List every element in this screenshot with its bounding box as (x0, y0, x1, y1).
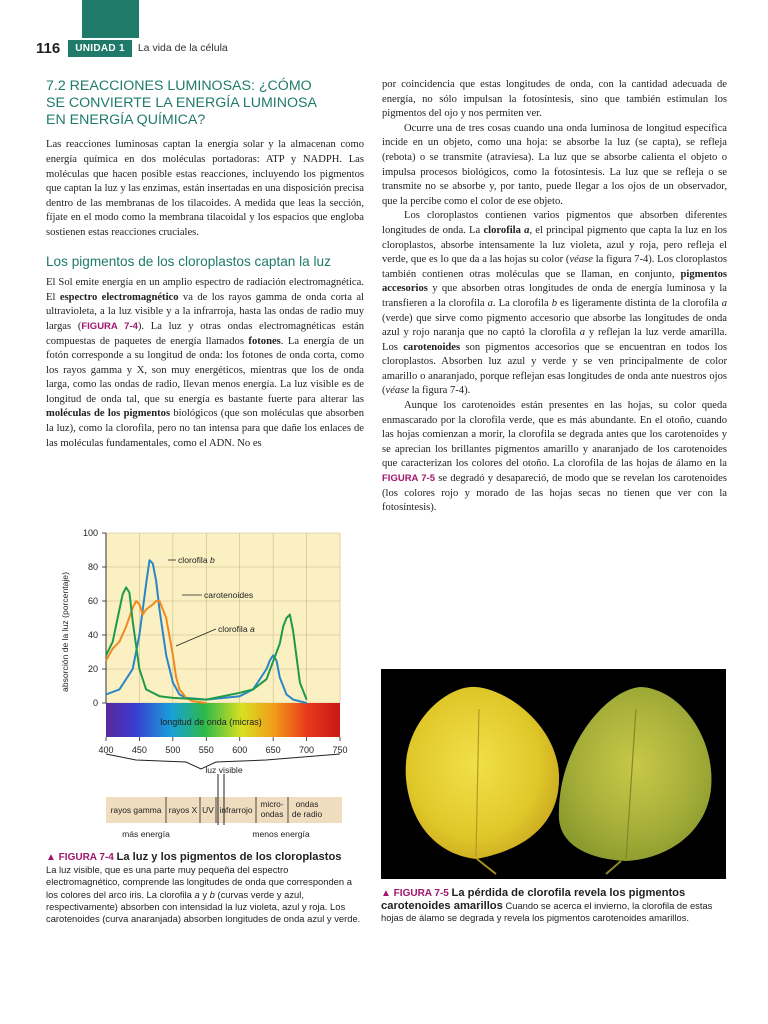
y-axis-label: absorción de la luz (porcentaje) (60, 572, 70, 692)
x-tick-label: 500 (165, 745, 181, 755)
page-header (36, 38, 228, 58)
spectrum-band-label: infrarrojo (219, 805, 253, 815)
label-carotenoides: carotenoides (204, 590, 254, 600)
figure-7-5-caption (381, 887, 721, 925)
figure-7-4-text: La luz visible, que es una parte muy pequeña del espectro electromagnético, comprende las longitudes de onda que corresponden a los colores del arco iris. La clorofila a y b (curvas verde y azul, respectivamente) absorben con intensidad la luz violeta, azul y roja. Los carotenoides (curva anaranjada) absorben longitudes de onda azul y verde. (46, 864, 361, 925)
y-tick-label: 60 (87, 596, 98, 606)
left-column (46, 78, 364, 451)
right-paragraph-4: Aunque los carotenoides están presentes en las hojas, su color queda enmascarado por la clorofila verde, que es más abundante. En el otoño, cuando las hojas comienzan a morir, la clorofila se degrada antes que los carotenoides y se aprecian los brillantes pigmentos amarillo y anaranjado de los carotenoides que caracterizan los colores del otoño. La clorofila de las hojas de álamo en la FIGURA 7-5 se degradó y desapareció, de modo que se revelan los carotenoides (los colores rojo y morado de las hojas secas no tienen que ver con la fotosíntesis). (382, 400, 727, 514)
label-clorofila-a: clorofila a (218, 624, 255, 634)
chapter-title: La vida de la célula (137, 42, 228, 54)
right-paragraph-2: Ocurre una de tres cosas cuando una onda luminosa de longitud específica incide en un objeto, como una hoja: se absorbe la luz (se capta), se refleja (rebota) o se transmite (atraviesa). La luz que se absorbe calienta el objeto o impulsa procesos biológicos, como la fotosíntesis. La luz que se refleja o se transmite no se absorbe y, por tanto, puede llegar a los ojos de un observador, que la percibe como el color de ese objeto. (382, 122, 727, 207)
figure-7-4-title: La luz y los pigmentos de los cloroplastos (116, 851, 342, 863)
figure-7-5-text: Cuando se acerca el invierno, la clorofila de estas hojas de álamo se degrada y revela los pigmentos carotenoides amarillos. (381, 900, 713, 924)
less-energy-label: menos energía (252, 829, 310, 839)
y-tick-label: 0 (92, 698, 98, 708)
x-tick-label: 750 (332, 745, 348, 755)
x-tick-label: 450 (131, 745, 147, 755)
spectrum-band-label: rayos X (168, 805, 198, 815)
x-tick-label: 600 (232, 745, 248, 755)
right-paragraph-3: Los cloroplastos contienen varios pigmentos que absorben diferentes longitudes de onda. La clorofila a, el principal pigmento que capta la luz en los cloroplastos, absorbe intensamente la luz violeta, azul y roja, pero refleja el verde, que es lo que da a las hojas su color (véase la figura 7-4). Los cloroplastos también contienen otras moléculas que se llaman, en conjunto, pigmentos accesorios y que absorben otras longitudes de onda de energía luminosa y la transfieren a la clorofila a. La clorofila b es ligeramente distinta de la clorofila a (verde) que sirve como pigmento accesorio que absorbe las longitudes de onda azul y rojo naranja que no captó la clorofila a y reflejan la luz verde amarilla. Los carotenoides son pigmentos accesorios que se encuentran en todos los cloroplastos. Absorben luz azul y verde y se ven principalmente de color amarillo o anaranjado, porque reflejan esas longitudes de onda ante nuestros ojos (véase la figura 7-4). (382, 210, 728, 397)
x-tick-label: 550 (198, 745, 214, 755)
x-tick-label: 700 (299, 745, 315, 755)
figure-7-4-link[interactable]: FIGURA 7-4 (81, 320, 138, 332)
figure-7-5-label: ▲ FIGURA 7-5 (381, 888, 449, 899)
pigments-paragraph: El Sol emite energía en un amplio espectro de radiación electromagnética. El espectro electromagnético va de los rayos gamma de onda corta al ultravioleta, a la luz visible y a la infrarroja, hasta las ondas de radio muy largas (FIGURA 7-4). La luz y otras ondas electromagnéticas están compuestas de paquetes de energía llamados fotones. La energía de un fotón corresponde a su longitud de onda: los fotones de onda corta, como los rayos gamma y X, son muy energéticos, mientras que los de onda larga, como las ondas de radio, llevan menos energía. La luz visible es de longitud de onda tal, que su energía es bastante fuerte para alterar las moléculas de los pigmentos biológicos (que son moléculas que absorben la luz), como la clorofila, pero no tan intensa para que dañe los enlaces de las moléculas fundamentales, como el ADN. No es (46, 277, 365, 449)
spectrum-band-label: micro-ondas (260, 799, 284, 819)
section-title: 7.2 REACCIONES LUMINOSAS: ¿CÓMO SE CONVIERTE LA ENERGÍA LUMINOSA EN ENERGÍA QUÍMICA? (46, 78, 317, 128)
x-axis-label: longitud de onda (micras) (160, 717, 262, 727)
intro-paragraph: Las reacciones luminosas captan la energía solar y la almacenan como energía química en dos moléculas portadoras: ATP y NADPH. Las moléculas que hacen posible estas reacciones, incluyendo los pigmentos que captan la luz y las enzimas, están insertadas en una disposición precisa dentro de las membranas de los tilacoides. A medida que leas la sección, fíjate en el modo como la membrana tilacoidal y los espacios que engloba sostienen estas reacciones cruciales. (46, 139, 364, 238)
spectrum-band-label: ondas de radio (291, 799, 323, 819)
figure-7-4-label: ▲ FIGURA 7-4 (46, 852, 114, 863)
y-tick-label: 80 (87, 562, 98, 572)
page-number: 116 (36, 39, 61, 57)
x-tick-label: 650 (265, 745, 281, 755)
figure-7-5-link[interactable]: FIGURA 7-5 (382, 473, 436, 485)
spectrum-band-label: UV (202, 805, 214, 815)
y-tick-label: 40 (87, 630, 98, 640)
y-tick-label: 100 (82, 528, 98, 538)
more-energy-label: más energía (122, 829, 170, 839)
right-column (382, 78, 727, 516)
subsection-title: Los pigmentos de los cloroplastos captan la luz (46, 253, 331, 269)
absorption-chart-svg (36, 522, 356, 852)
figure-7-4-caption (46, 851, 364, 925)
absorption-chart (36, 522, 356, 852)
spectrum-band-label: rayos gamma (110, 805, 162, 815)
unit-color-tab (82, 0, 139, 38)
x-tick-label: 400 (98, 745, 114, 755)
right-paragraph-1: por coincidencia que estas longitudes de onda, con la cantidad adecuada de energía, no sólo impulsan la fotosíntesis, sino que también estimulan los pigmentos del ojo y nos permiten ver. (382, 79, 727, 120)
figure-7-5-title: La pérdida de clorofila revela los pigmentos carotenoides amarillos (381, 887, 686, 913)
y-tick-label: 20 (87, 664, 98, 674)
visible-light-label: luz visible (205, 765, 243, 775)
unit-label: UNIDAD 1 (68, 40, 132, 57)
aspen-leaves-illustration (381, 669, 726, 879)
aspen-leaves-photo (381, 669, 726, 879)
label-clorofila-b: clorofila b (178, 555, 215, 565)
